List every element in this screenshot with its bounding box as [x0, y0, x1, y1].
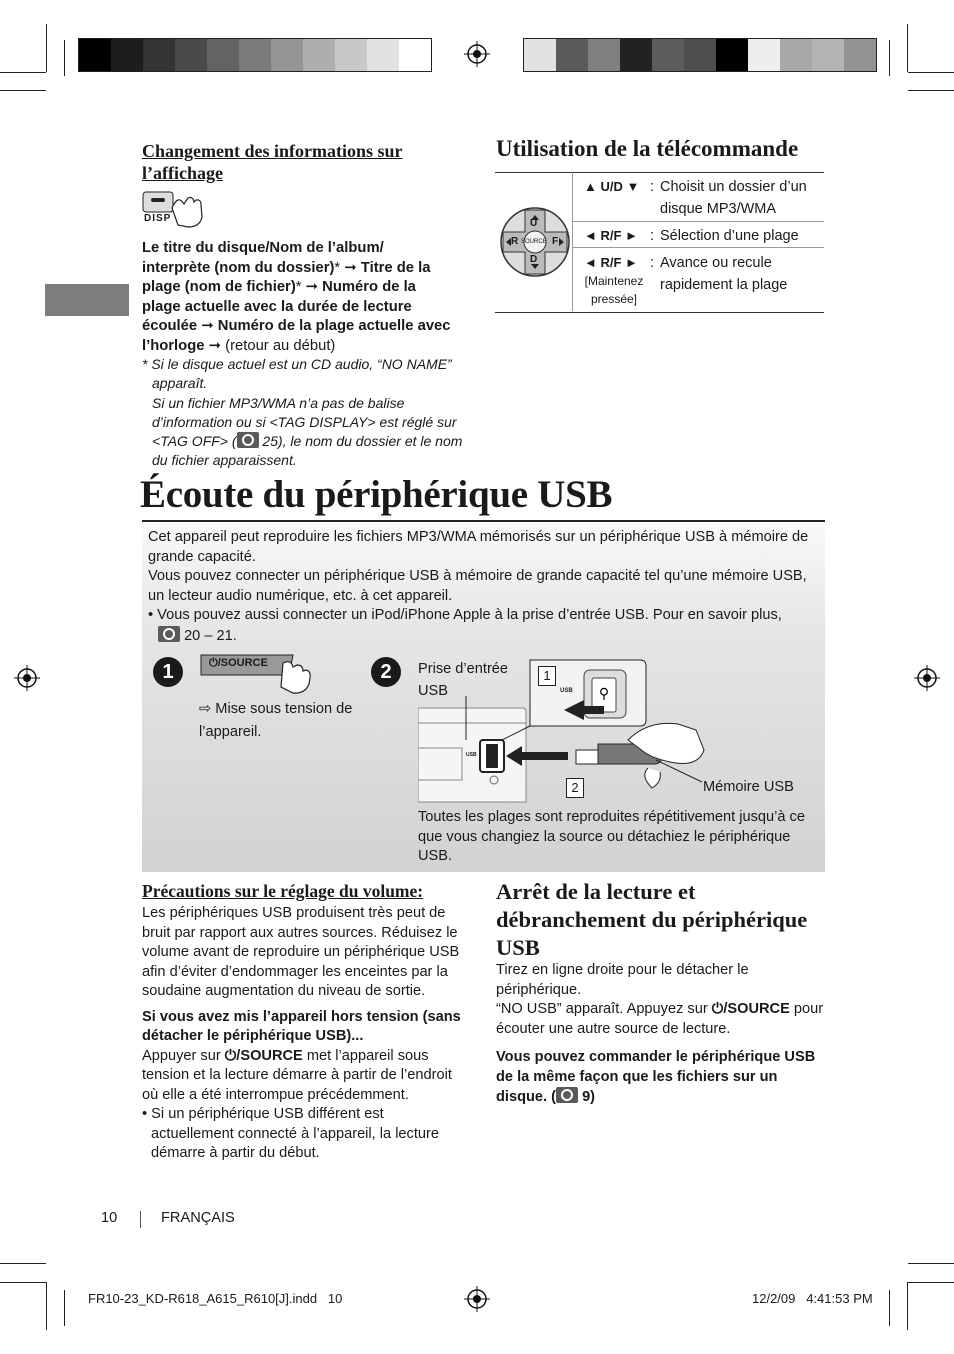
step-1-badge: 1	[153, 657, 183, 687]
pad-up-label: U	[530, 218, 538, 229]
remote-title: Utilisation de la télécommande	[496, 136, 799, 161]
sequence-item-1: Le titre du disque/Nom de l’album/ interprète (nom du dossier)	[142, 240, 384, 276]
intro-ref-pages: 20 – 21.	[184, 627, 237, 644]
display-info-title: Changement des informations sur l’affichage	[142, 141, 403, 183]
source-key-inline: ⏻/SOURCE	[224, 1047, 303, 1064]
source-key-text: /SOURCE	[236, 1047, 303, 1064]
registration-mark-icon	[464, 1286, 490, 1312]
svg-text:⚲: ⚲	[598, 686, 610, 702]
color-swatch	[303, 39, 335, 71]
remote-row-divider	[572, 247, 824, 248]
file-name: FR10-23_KD-R618_A615_R610[J].indd 10	[88, 1291, 343, 1306]
remote-key-rf-hold: ◄ R/F ►	[584, 255, 638, 270]
color-swatch	[524, 39, 556, 71]
note-mp3-tag-text: Si un fichier MP3/WMA n’a pas de balise d’information ou si <TAG DISPLAY> est réglé sur <TAG OFF> (	[152, 394, 457, 450]
detach-instruction: Tirez en ligne droite pour le détacher le périphérique.	[496, 962, 749, 998]
language-tab	[45, 284, 129, 316]
pad-left-label: R	[511, 236, 519, 247]
magnifier-icon	[158, 626, 180, 642]
repeat-info: Toutes les plages sont reproduites répétitivement jusqu’à ce que vous changiez la source ou détachiez le périphérique USB.	[418, 809, 805, 865]
colon: :	[650, 179, 655, 195]
source-key-text: /SOURCE	[723, 1001, 790, 1017]
colon: :	[650, 255, 655, 271]
remote-desc-3: Avance ou recule rapidement la plage	[660, 255, 788, 293]
remote-row-divider	[572, 221, 824, 222]
note-mp3-tag	[142, 394, 464, 471]
no-usb-text	[496, 1000, 826, 1039]
callout-1: 1	[538, 666, 556, 686]
stop-title: Arrêt de la lecture et débranchement du périphérique USB	[496, 879, 808, 960]
remote-key-ud: ▲ U/D ▼	[584, 179, 640, 194]
page-number: 10	[101, 1210, 118, 1226]
usb-intro	[148, 528, 820, 646]
remote-key-rf: ◄ R/F ►	[584, 228, 638, 243]
different-device-bullet: • Si un périphérique USB différent est actuellement connecté à l’appareil, la lecture démarre à partir du début.	[142, 1106, 439, 1161]
arrow-right-icon: ➞	[305, 279, 319, 295]
color-swatch	[79, 39, 111, 71]
color-swatch	[239, 39, 271, 71]
color-swatch	[716, 39, 748, 71]
color-swatch	[812, 39, 844, 71]
same-control-note	[496, 1048, 826, 1108]
precautions-text	[142, 904, 468, 1164]
color-swatch	[588, 39, 620, 71]
color-swatch	[620, 39, 652, 71]
color-bar-right	[523, 38, 877, 72]
remote-table-divider	[572, 172, 573, 311]
remote-hold-note: [Maintenez pressée]	[584, 274, 644, 306]
timestamp: 12/2/09 4:41:53 PM	[752, 1291, 873, 1306]
color-swatch	[652, 39, 684, 71]
same-control-text: Vous pouvez commander le périphérique USB de la même façon que les fichiers sur un disque. (	[496, 1049, 816, 1105]
sequence-end: (retour au début)	[225, 337, 336, 354]
same-control-ref: 9)	[582, 1089, 596, 1105]
remote-desc-1: Choisit un dossier d’un disque MP3/WMA	[660, 179, 807, 217]
source-button-icon	[199, 653, 319, 695]
power-on-text: Mise sous tension de l’appareil.	[199, 701, 353, 740]
footnote-star: *	[295, 279, 302, 295]
usb-memory-label: Mémoire USB	[703, 779, 794, 795]
sequence-item-4: Numéro de la plage actuelle avec l’horloge	[142, 318, 451, 354]
color-swatch	[748, 39, 780, 71]
remote-desc-2: Sélection d’une plage	[660, 228, 799, 244]
source-button-label: ⏻/SOURCE	[209, 657, 268, 669]
pad-down-label: D	[530, 254, 538, 265]
display-notes	[142, 355, 464, 471]
color-swatch	[684, 39, 716, 71]
color-swatch	[335, 39, 367, 71]
arrow-outline-icon: ⇨	[199, 701, 212, 717]
usb-port-label: USB	[466, 752, 477, 758]
footer-language: FRANÇAIS	[161, 1210, 235, 1226]
pad-center-label: SOURCE	[521, 239, 547, 245]
color-swatch	[175, 39, 207, 71]
color-swatch	[143, 39, 175, 71]
press-prefix: Appuyer sur	[142, 1047, 221, 1064]
source-key-inline: ⏻/SOURCE	[711, 1001, 790, 1017]
color-swatch	[271, 39, 303, 71]
color-swatch	[556, 39, 588, 71]
arrow-right-icon: ➞	[344, 259, 357, 276]
power-off-heading: Si vous avez mis l’appareil hors tension (sans détacher le périphérique USB)...	[142, 1008, 461, 1044]
magnifier-icon	[237, 432, 259, 448]
precautions-paragraph: Les périphériques USB produisent très peut de bruit par rapport aux autres sources. Réduisez le volume avant de reproduire un périphérique USB afin d’éviter d’endommager les enceintes par la soudaine augmentation du niveau de sortie.	[142, 905, 460, 999]
title-rule	[142, 520, 825, 522]
color-swatch	[367, 39, 399, 71]
intro-bullet-ref	[148, 626, 820, 647]
remote-pad-icon	[499, 206, 571, 278]
bullet-text: Si un périphérique USB différent est actuellement connecté à l’appareil, la lecture démarre à partir du début.	[151, 1106, 439, 1161]
registration-mark-icon	[914, 665, 940, 691]
color-swatch	[399, 39, 431, 71]
source-button-text: /SOURCE	[217, 657, 268, 669]
note-mp3-tag-ref: 25), le nom du dossier et le nom du fichier apparaissent.	[152, 433, 463, 469]
magnifier-icon	[556, 1087, 578, 1103]
intro-bullet-text: Vous pouvez aussi connecter un iPod/iPhone Apple à la prise d’entrée USB. Pour en savoir plus,	[157, 607, 782, 623]
colon: :	[650, 228, 655, 244]
step-2-badge: 2	[371, 657, 401, 687]
power-off-text	[142, 1047, 468, 1106]
display-sequence	[142, 239, 452, 356]
footer-divider	[140, 1211, 141, 1228]
precautions-title: Précautions sur le réglage du volume:	[142, 881, 424, 901]
disp-label: DISP	[144, 213, 172, 224]
page-title: Écoute du périphérique USB	[140, 473, 613, 516]
color-swatch	[780, 39, 812, 71]
no-usb-prefix: “NO USB” apparaît. Appuyez sur	[496, 1001, 708, 1017]
color-bar-left	[78, 38, 432, 72]
sequence-item-2: Titre de la plage (nom de fichier)	[142, 259, 431, 295]
pad-right-label: F	[552, 236, 559, 247]
usb-input-label: Prise d’entrée USB	[418, 661, 509, 699]
stop-text	[496, 961, 826, 1108]
callout-2: 2	[566, 778, 584, 798]
note-cd-audio: * Si le disque actuel est un CD audio, “NO NAME” apparaît.	[142, 356, 452, 392]
press-suffix: met l’appareil sous tension et la lecture démarre à partir de l’endroit où elle a été interrompue précédemment.	[142, 1047, 452, 1103]
footnote-star: *	[334, 259, 341, 276]
registration-mark-icon	[14, 665, 40, 691]
intro-bullet: • Vous pouvez aussi connecter un iPod/iPhone Apple à la prise d’entrée USB. Pour en savoir plus,	[148, 607, 782, 623]
no-usb-suffix: pour écouter une autre source de lecture.	[496, 1001, 824, 1037]
registration-mark-icon	[464, 41, 490, 67]
color-swatch	[207, 39, 239, 71]
disp-button-icon	[142, 190, 212, 230]
intro-paragraph-2: Vous pouvez connecter un périphérique USB à mémoire de grande capacité tel qu’une mémoire USB, un lecteur audio numérique, etc. à cet appareil.	[148, 568, 807, 604]
usb-small-label: USB	[560, 688, 573, 694]
arrow-right-icon: ➞	[208, 337, 222, 354]
color-swatch	[844, 39, 876, 71]
arrow-right-icon: ➞	[201, 318, 214, 334]
color-swatch	[111, 39, 143, 71]
step-1-text	[199, 698, 359, 744]
sequence-item-3: Numéro de la plage actuelle avec la durée de lecture écoulée	[142, 279, 416, 334]
intro-paragraph-1: Cet appareil peut reproduire les fichiers MP3/WMA mémorisés sur un périphérique USB à mémoire de grande capacité.	[148, 529, 809, 565]
